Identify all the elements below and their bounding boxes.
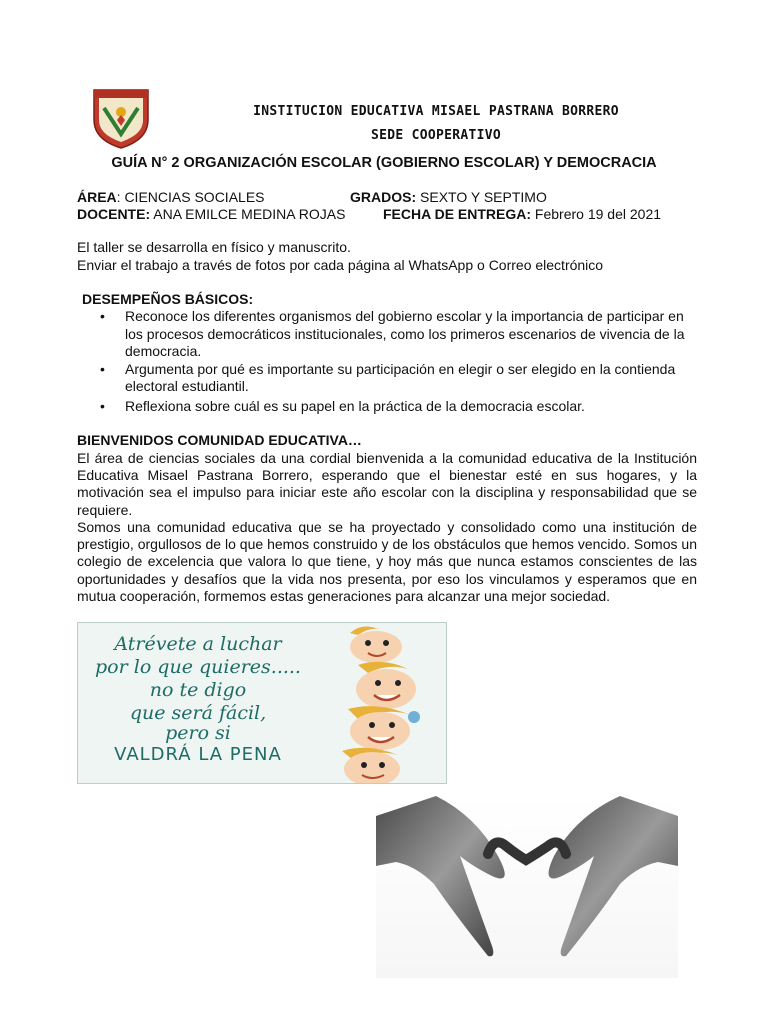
- instruction-line: Enviar el trabajo a través de fotos por cada página al WhatsApp o Correo electrónico: [77, 257, 604, 273]
- guide-title: GUÍA N° 2 ORGANIZACIÓN ESCOLAR (GOBIERNO ESCOLAR) Y DEMOCRACIA: [111, 155, 657, 171]
- performances-heading: DESEMPEÑOS BÁSICOS:: [82, 291, 254, 307]
- quote-line: pero si: [165, 722, 231, 744]
- quote-line: VALDRÁ LA PENA: [114, 744, 282, 765]
- area-label: ÁREA: [77, 189, 117, 205]
- child-face-icon: [350, 626, 402, 663]
- teacher-field: [77, 205, 345, 223]
- area-value: : CIENCIAS SOCIALES: [116, 189, 265, 205]
- school-branch: SEDE COOPERATIVO: [370, 128, 502, 143]
- quote-line: no te digo: [149, 679, 247, 701]
- teacher-value: ANA EMILCE MEDINA ROJAS: [150, 206, 346, 222]
- list-item: • Reconoce los diferentes organismos del gobierno escolar y la importancia de participar en los procesos democráticos institucionales, como los primeros escenarios de vivencia de la democracia.: [100, 308, 700, 361]
- heart-hands-photo: [376, 796, 678, 978]
- school-name: INSTITUCION EDUCATIVA MISAEL PASTRANA BORRERO: [253, 104, 619, 119]
- cartoon-children-illustration: [328, 623, 447, 784]
- grades-field: [350, 188, 547, 206]
- delivery-field: [383, 205, 661, 223]
- grades-value: SEXTO Y SEPTIMO: [416, 189, 547, 205]
- motivational-quote-image: [77, 622, 447, 784]
- list-item: • Argumenta por qué es importante su participación en elegir o ser elegido en la contienda electoral estudiantil.: [100, 361, 700, 396]
- list-item: • Reflexiona sobre cuál es su papel en la práctica de la democracia escolar.: [100, 398, 700, 416]
- welcome-paragraph: El área de ciencias sociales da una cordial bienvenida a la comunidad educativa de la Institución Educativa Misael Pastrana Borrero, esperando que el bienestar esté en sus hogares, y la motivación sea el impulso para iniciar este año escolar con la disciplina y responsabilidad que se requiere.: [77, 450, 697, 518]
- teacher-label: DOCENTE:: [77, 206, 151, 222]
- area-field: [77, 188, 265, 206]
- child-face-icon: [356, 662, 416, 709]
- grades-label: GRADOS:: [350, 189, 417, 205]
- child-face-icon: [342, 748, 400, 784]
- delivery-value: Febrero 19 del 2021: [531, 206, 662, 222]
- welcome-heading: BIENVENIDOS COMUNIDAD EDUCATIVA…: [77, 432, 362, 448]
- performances-list: [100, 308, 700, 415]
- heart-hands-icon: [376, 796, 678, 978]
- child-face-icon: [348, 706, 420, 750]
- quote-line: Atrévete a luchar: [114, 633, 282, 655]
- quote-line: que será fácil,: [129, 702, 267, 724]
- welcome-paragraph: Somos una comunidad educativa que se ha proyectado y consolidado como una institución de prestigio, orgullosos de lo que hemos construido y de los obstáculos que hemos vencido. Somos un colegio de excelencia que valora lo que tiene, y hoy más que nunca estamos conscientes de las oportunidades y desafíos que la vida nos presenta, por eso los vinculamos y esperamos que en mutua cooperación, formemos estas generaciones para alcanzar una mejor sociedad.: [77, 519, 697, 604]
- delivery-label: FECHA DE ENTREGA:: [383, 206, 532, 222]
- instruction-line: El taller se desarrolla en físico y manuscrito.: [77, 239, 351, 255]
- quote-line: por lo que quieres.....: [95, 656, 301, 678]
